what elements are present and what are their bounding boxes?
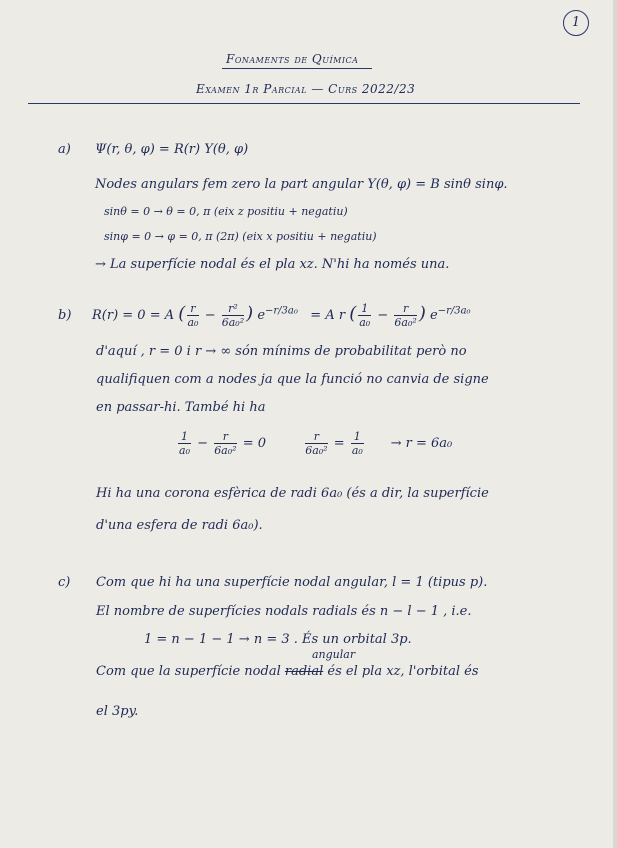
part-a-line-5: → La superfície nodal és el pla xz. N'hi ha només una. xyxy=(95,257,450,272)
part-c-line-2: El nombre de superfícies nodals radials és n − l − 1 , i.e. xyxy=(96,604,472,619)
part-c-line-4: Com que la superfície nodal radial és el pla xz, l'orbital és xyxy=(96,664,479,679)
struck-word: radial xyxy=(284,664,324,679)
part-a-line-2: Nodes angulars fem zero la part angular Y(θ, φ) = B sinθ sinφ. xyxy=(95,177,508,192)
part-b-line-6: Hi ha una corona esfèrica de radi 6a₀ (és a dir, la superfície xyxy=(96,486,489,501)
part-c-line-3: 1 = n − 1 − 1 → n = 3 . És un orbital 3p. xyxy=(144,632,412,647)
part-b-equation-2: $\frac{1}{\text{a₀}}$ − $\frac{r}{\text{6a₀²}}$ = 0 $\frac{r}{\text{6a₀²}}$ = $\frac{1}{\text{a₀}}$ → r = 6a₀ xyxy=(179,430,453,457)
part-b-line-3: qualifiquen com a nodes ja que la funció no canvia de signe xyxy=(96,372,489,387)
part-b-label: b) xyxy=(58,308,72,323)
part-a-line-1: Ψ(r, θ, φ) = R(r) Y(θ, φ) xyxy=(95,142,249,157)
part-c-insertion: angular xyxy=(312,648,356,661)
part-a-line-4: sinφ = 0 → φ = 0, π (2π) (eix x positiu + negatiu) xyxy=(104,230,377,243)
part-a-label: a) xyxy=(58,142,71,157)
title-underline xyxy=(222,68,372,69)
part-c-line-1: Com que hi ha una superfície nodal angular, l = 1 (tipus p). xyxy=(96,575,488,590)
header-rule xyxy=(28,103,580,104)
part-b-line-4: en passar-hi. També hi ha xyxy=(96,400,266,415)
course-title: Fonaments de Química xyxy=(226,52,359,66)
part-c-line-5: el 3py. xyxy=(96,704,139,719)
part-b-line-2: d'aquí , r = 0 i r → ∞ són mínims de probabilitat però no xyxy=(96,344,467,359)
part-b-equation-1: R(r) = 0 = A ( $\frac{r}{\text{a₀}}$ − $\frac{\text{r²}}{\text{6a₀²}}$ ) $e^{-r/3a_0}$ = A r ( $\frac{1}{\text{a₀}}$ − $\frac{r}{\text{6a₀²}}$ ) $e^{-r/3a_0}$ xyxy=(92,302,471,329)
exam-line: Examen 1r Parcial — Curs 2022/23 xyxy=(196,82,416,96)
part-b-line-7: d'una esfera de radi 6a₀). xyxy=(96,518,263,533)
page-edge xyxy=(613,0,617,848)
part-c-label: c) xyxy=(58,575,71,590)
page-number: 1 xyxy=(563,10,589,36)
part-a-line-3: sinθ = 0 → θ = 0, π (eix z positiu + negatiu) xyxy=(104,205,348,218)
